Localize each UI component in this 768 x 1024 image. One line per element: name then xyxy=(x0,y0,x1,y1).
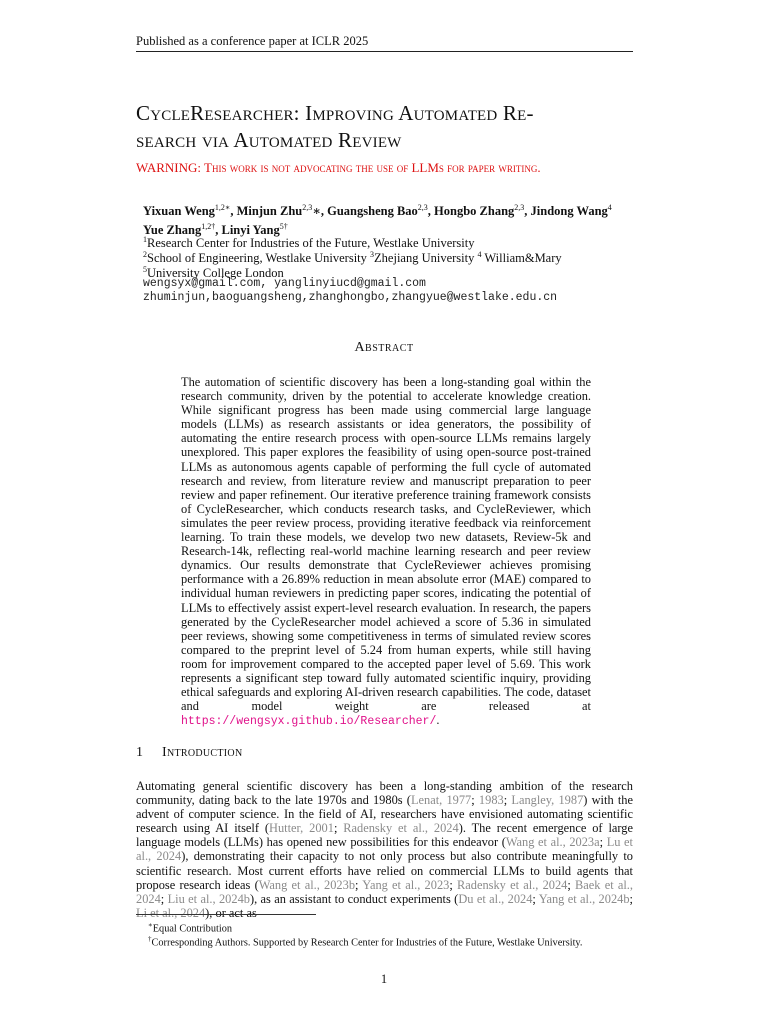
citation-link[interactable]: Lenat, 1977 xyxy=(410,793,472,808)
aff-text: Zhejiang University xyxy=(374,251,478,266)
citation-link[interactable]: Liu et al., 2024b xyxy=(167,891,250,906)
citation-link[interactable]: Radensky et al., 2024 xyxy=(457,877,568,892)
citation-link[interactable]: Lu et al., 2024 xyxy=(136,835,634,864)
intro-text: ) with the advent of computer science. In the field of AI, researchers have envisioned automating scientific research using AI itself ( xyxy=(136,793,633,836)
abstract-end: . xyxy=(436,713,440,728)
intro-text: ), or act as xyxy=(205,905,257,920)
citation-link[interactable]: 1983 xyxy=(478,793,504,808)
citation-link[interactable]: Wang et al., 2023a xyxy=(505,835,600,850)
citation-link[interactable]: Baek et al., 2024 xyxy=(136,877,633,906)
author-name: , Jindong Wang xyxy=(524,204,608,219)
author-sup: 5† xyxy=(279,222,288,232)
author-name: , Linyi Yang xyxy=(215,223,280,238)
email-line-2[interactable]: zhuminjun,baoguangsheng,zhanghongbo,zhangyue@westlake.edu.cn xyxy=(143,291,558,304)
aff-sup: 3 xyxy=(370,250,375,259)
warning-note: WARNING: This work is not advocating the use of LLMs for paper writing. xyxy=(136,160,541,175)
sep: ; xyxy=(567,877,576,892)
header-rule xyxy=(136,51,633,52)
citation-link[interactable]: Hutter, 2001 xyxy=(269,821,334,836)
intro-text: ). The recent emergence of large language models (LLMs) has opened new possibilities for this endeavor ( xyxy=(136,821,633,850)
sep: ; xyxy=(471,793,479,808)
citation-link[interactable]: Langley, 1987 xyxy=(511,793,584,808)
aff-sup: 5 xyxy=(143,265,147,274)
citation-link[interactable]: Radensky et al., 2024 xyxy=(343,821,459,836)
author-sup: 2,3 xyxy=(514,203,525,212)
citation-link[interactable]: Yang et al., 2023 xyxy=(362,877,450,892)
footnote-rule xyxy=(136,914,316,915)
footnote-mark: ∗ xyxy=(148,921,153,929)
citation-link[interactable]: Du et al., 2024 xyxy=(458,891,533,906)
aff-text: School of Engineering, Westlake University xyxy=(147,251,371,266)
aff-sup: 2 xyxy=(143,250,147,259)
sep: ; xyxy=(532,891,539,906)
footnote-mark: † xyxy=(148,935,152,943)
title-line-1: CycleResearcher: Improving Automated Re- xyxy=(136,101,534,125)
page-number: 1 xyxy=(380,972,388,986)
author-name: ∗, Guangsheng Bao xyxy=(312,204,418,219)
intro-text: ), as an assistant to conduct experiments ( xyxy=(249,891,459,906)
abstract-body xyxy=(181,375,591,729)
sep: ; xyxy=(503,793,512,808)
intro-text: Automating general scientific discovery has been a long-standing ambition of the research community, dating back to the late 1970s and 1980s ( xyxy=(136,779,633,808)
abstract-heading: Abstract xyxy=(354,340,414,355)
paper-title xyxy=(136,100,636,154)
sep: ; xyxy=(449,877,457,892)
author-sup: 2,3 xyxy=(417,203,428,212)
section-title: Introduction xyxy=(162,745,243,760)
author-name: , Minjun Zhu xyxy=(230,204,303,219)
abstract-text: The automation of scientific discovery has been a long-standing goal within the research community, driven by the potential to accelerate knowledge creation. While significant progress has been made using commercial large language models (LLMs) as research assistants or idea generators, the possibility of automating the entire research process with open-source LLMs remains largely unexplored. This paper explores the feasibility of using open-source post-trained LLMs as autonomous agents capable of performing the full cycle of automated research and review, from literature review and manuscript preparation to peer review and paper refinement. Our iterative preference training framework consists of CycleResearcher, which conducts research tasks, and CycleReviewer, which simulates the peer review process, providing iterative feedback via reinforcement learning. To train these models, we develop two new datasets, Review-5k and Research-14k, reflecting real-world machine learning research and peer review dynamics. Our results demonstrate that CycleReviewer achieves promising performance with a 26.89% reduction in mean absolute error (MAE) compared to individual human reviewers in predicting paper scores, indicating the potential of LLMs to effectively assist expert-level research evaluation. In research, the papers generated by the CycleResearcher model achieved a score of 5.36 in simulated peer reviews, showing some competitiveness in terms of simulated review scores compared to the preprint level of 5.24 from human experts, while still having room for improvement compared to the accepted paper level of 5.69. This work represents a significant step toward fully automated scientific inquiry, providing ethical safeguards and exploring AI-driven research capabilities. The code, dataset and model weight are released at xyxy=(181,375,591,714)
sep: ; xyxy=(355,877,363,892)
section-heading-introduction xyxy=(136,745,242,761)
author-sup: 2,3 xyxy=(302,203,313,212)
author-name: , Hongbo Zhang xyxy=(427,204,515,219)
aff-text: University College London xyxy=(147,266,284,281)
footnote-text: Corresponding Authors. Supported by Research Center for Industries of the Future, Westlake University. xyxy=(151,937,583,949)
aff-text: William&Mary xyxy=(481,251,562,266)
running-header: Published as a conference paper at ICLR 2025 xyxy=(136,34,369,48)
author-line-1 xyxy=(143,200,633,219)
sep: ; xyxy=(629,891,633,906)
citation-link[interactable]: Wang et al., 2023b xyxy=(258,877,356,892)
footnote-text: Equal Contribution xyxy=(152,923,232,935)
intro-text: ), demonstrating their capacity to not only process but also contribute meaningfully to scientific research. Most current efforts have relied on commercial LLMs to build agents that propose research ideas ( xyxy=(136,849,633,892)
author-sup: 1,2∗ xyxy=(214,203,231,212)
project-link[interactable]: https://wengsyx.github.io/Researcher/ xyxy=(181,715,437,729)
sep: ; xyxy=(333,821,344,836)
aff-text: Research Center for Industries of the Future, Westlake University xyxy=(147,236,475,251)
section-number: 1 xyxy=(136,745,143,760)
footnote-2 xyxy=(148,933,583,949)
introduction-paragraph xyxy=(136,779,633,920)
author-sup: 1,2† xyxy=(201,222,216,232)
sep: ; xyxy=(160,891,168,906)
title-line-2: search via Automated Review xyxy=(136,128,402,152)
aff-sup: 4 xyxy=(477,250,482,259)
author-name: Yixuan Weng xyxy=(143,204,215,219)
author-sup: 4 xyxy=(607,203,612,212)
email-line-1[interactable]: wengsyx@gmail.com, yanglinyiucd@gmail.com xyxy=(143,277,426,290)
author-name: Yue Zhang xyxy=(143,223,202,238)
citation-link[interactable]: Yang et al., 2024b xyxy=(538,891,630,906)
aff-sup: 1 xyxy=(143,235,147,244)
sep: ; xyxy=(599,835,607,850)
citation-link[interactable]: Li et al., 2024 xyxy=(136,905,206,920)
